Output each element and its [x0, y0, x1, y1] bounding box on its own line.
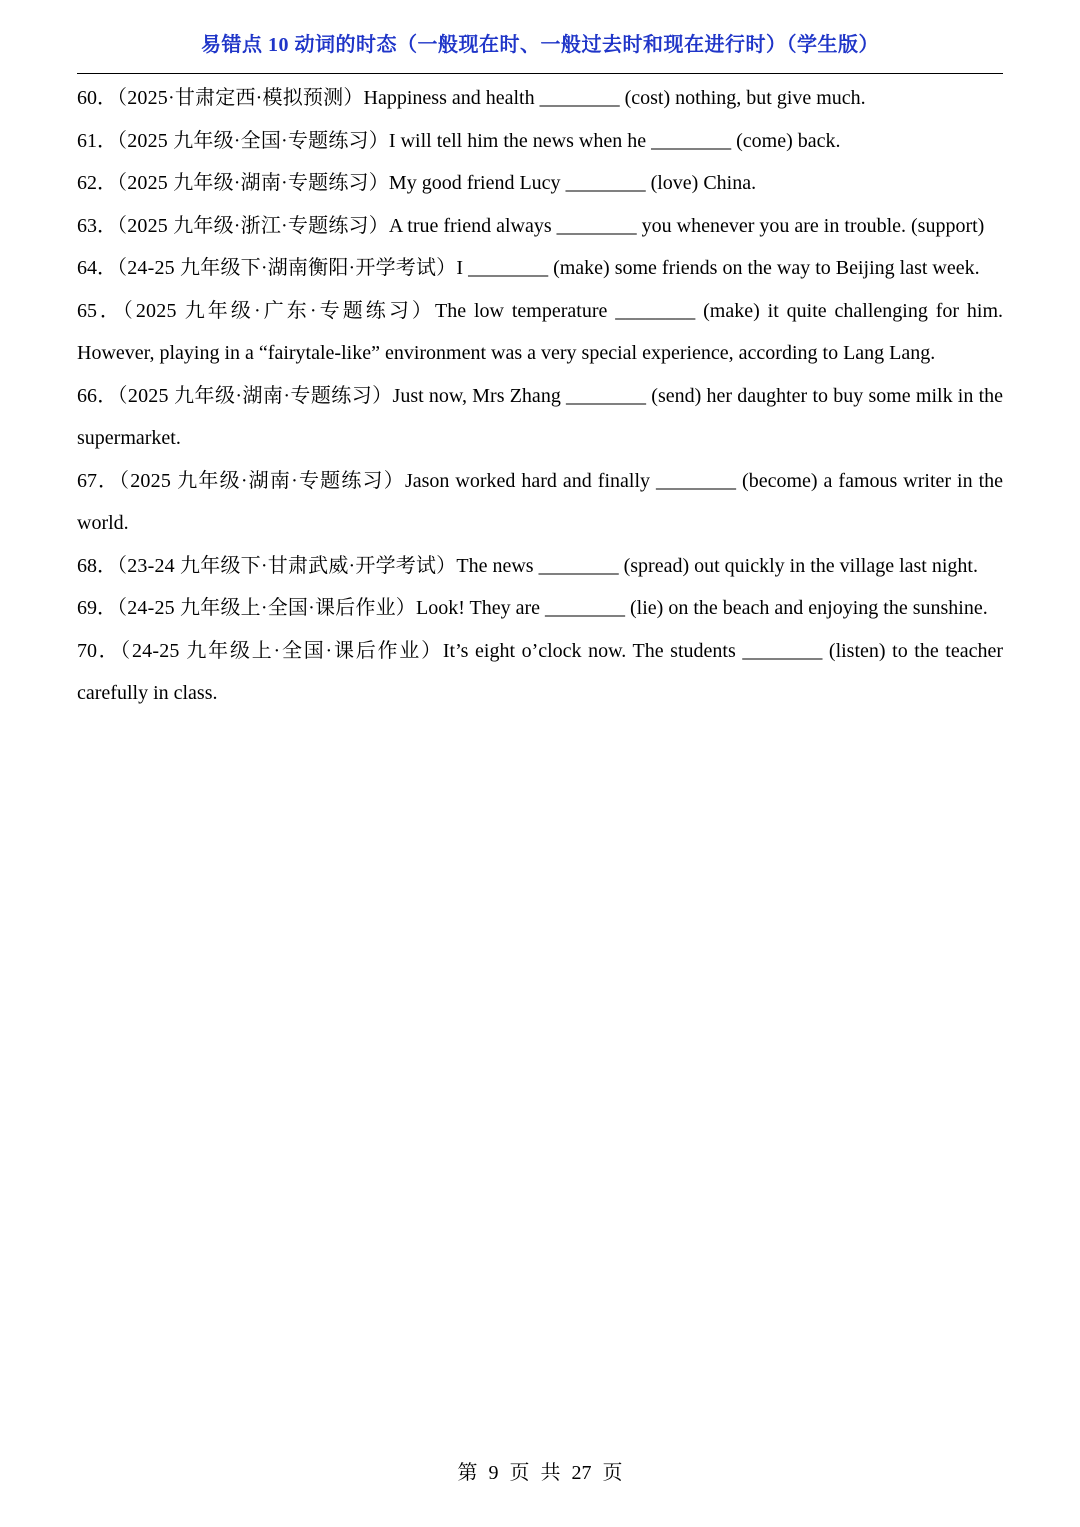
- question-text: Look! They are: [415, 597, 546, 619]
- question-number: 66．: [77, 384, 118, 407]
- question-text: A true friend always: [388, 214, 557, 237]
- question-number: 70．: [77, 639, 121, 662]
- question-text-after: (make) some friends on the way to Beijing last week.: [553, 257, 980, 279]
- question-item: [77, 162, 1003, 205]
- answer-blank: ________: [615, 299, 696, 322]
- answer-blank: ________: [566, 384, 647, 407]
- question-source: （24-25 九年级上·全国·课后作业）: [120, 639, 443, 662]
- question-number: 65．: [77, 299, 123, 322]
- question-text-after: you whenever you are in trouble. (support): [641, 214, 985, 237]
- answer-blank: ________: [656, 469, 737, 492]
- question-text-after: (come) back.: [736, 129, 841, 152]
- page-number: 第 9 页 共 27 页: [457, 1462, 623, 1484]
- question-item: [77, 460, 1003, 545]
- question-text: My good friend Lucy: [388, 172, 566, 194]
- question-item: [77, 630, 1003, 715]
- question-text-after: (love) China.: [650, 172, 757, 194]
- question-item: [77, 120, 1003, 163]
- question-item: [77, 545, 1003, 588]
- question-source: （2025 九年级·浙江·专题练习）: [117, 214, 389, 237]
- question-text-after: (listen) to the teacher carefully in class.: [77, 639, 1004, 704]
- question-text: Happiness and health: [363, 87, 540, 109]
- question-number: 68．: [77, 554, 117, 577]
- question-source: （2025 九年级·湖南·专题练习）: [117, 172, 389, 194]
- question-number: 64．: [77, 257, 117, 279]
- question-number: 62．: [77, 172, 117, 194]
- question-source: （2025·甘肃定西·模拟预测）: [117, 87, 364, 109]
- answer-blank: ________: [468, 257, 549, 279]
- page-title: 易错点 10 动词的时态（一般现在时、一般过去时和现在进行时）（学生版）: [201, 34, 879, 56]
- question-text-after: (send) her daughter to buy some milk in the supermarket.: [77, 384, 1004, 449]
- question-item: [77, 205, 1003, 248]
- question-text: The news: [456, 554, 539, 577]
- question-number: 67．: [77, 469, 120, 492]
- question-text-after: (become) a famous writer in the world.: [77, 469, 1004, 534]
- question-text: Jason worked hard and finally: [404, 469, 657, 492]
- question-item: [77, 375, 1003, 460]
- question-source: （2025 九年级·广东·专题练习）: [122, 299, 436, 322]
- question-text-after: (spread) out quickly in the village last night.: [623, 554, 978, 577]
- question-item: [77, 77, 1003, 120]
- question-source: （24-25 九年级下·湖南衡阳·开学考试）: [117, 257, 457, 279]
- question-item: [77, 587, 1003, 630]
- question-text: I: [456, 257, 469, 279]
- question-text: Just now, Mrs Zhang: [392, 384, 567, 407]
- answer-blank: ________: [565, 172, 646, 194]
- answer-blank: ________: [538, 554, 619, 577]
- question-text: It’s eight o’clock now. The students: [442, 639, 743, 662]
- page-header: [77, 28, 1003, 74]
- question-source: （2025 九年级·湖南·专题练习）: [119, 469, 405, 492]
- question-source: （23-24 九年级下·甘肃武威·开学考试）: [117, 554, 457, 577]
- question-source: （2025 九年级·全国·专题练习）: [117, 129, 389, 152]
- question-text-after: (make) it quite challenging for him. However, playing in a “fairytale-like” environment was a very special experience, according to Lang Lang.: [77, 299, 1004, 364]
- answer-blank: ________: [556, 214, 637, 237]
- question-source: （2025 九年级·湖南·专题练习）: [117, 384, 393, 407]
- question-number: 69．: [77, 597, 117, 619]
- answer-blank: ________: [742, 639, 823, 662]
- question-item: [77, 247, 1003, 290]
- question-text-after: (lie) on the beach and enjoying the sunshine.: [630, 597, 988, 619]
- question-item: [77, 290, 1003, 375]
- question-text: I will tell him the news when he: [388, 129, 652, 152]
- question-number: 63．: [77, 214, 117, 237]
- answer-blank: ________: [651, 129, 732, 152]
- question-number: 61．: [77, 129, 117, 152]
- question-source: （24-25 九年级上·全国·课后作业）: [117, 597, 416, 619]
- answer-blank: ________: [545, 597, 626, 619]
- question-number: 60．: [77, 87, 117, 109]
- question-list: [77, 77, 1003, 715]
- question-text-after: (cost) nothing, but give much.: [624, 87, 866, 109]
- question-text: The low temperature: [435, 299, 616, 322]
- answer-blank: ________: [539, 87, 620, 109]
